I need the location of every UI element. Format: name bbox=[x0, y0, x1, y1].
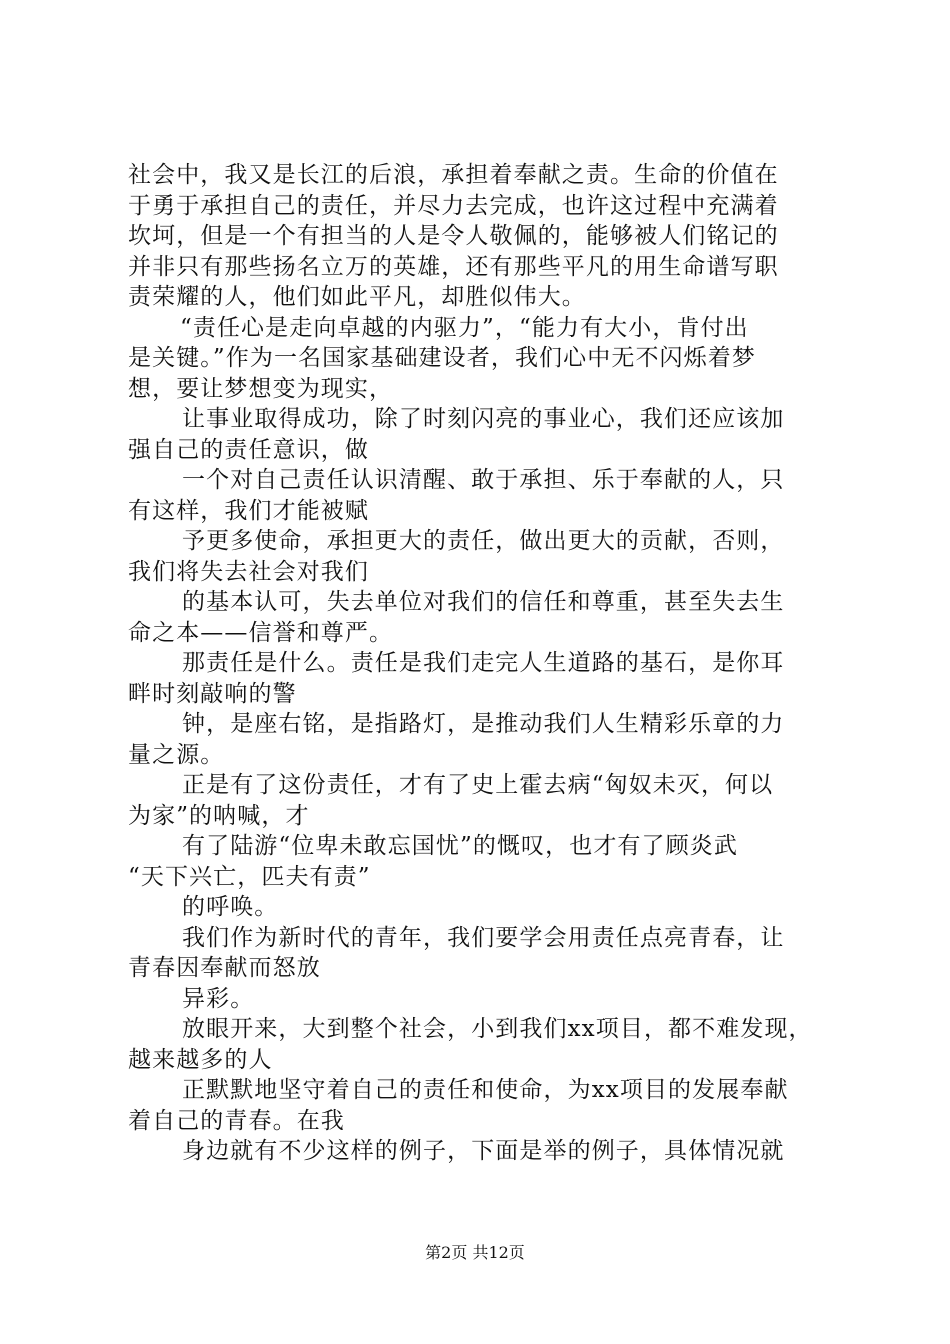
text-line: 有了陆游“位卑未敢忘国忧”的慨叹，也才有了顾炎武 bbox=[182, 833, 738, 859]
text-line: 身边就有不少这样的例子，下面是举的例子，具体情况就 bbox=[182, 1138, 785, 1164]
text-line: 想，要让梦想变为现实， bbox=[128, 375, 394, 402]
text-line: 的呼唤。 bbox=[182, 894, 279, 920]
text-line: 并非只有那些扬名立万的英雄，还有那些平凡的用生命谱写职 bbox=[128, 253, 779, 280]
text-line: 量之源。 bbox=[128, 741, 225, 768]
text-line: 一个对自己责任认识清醒、敢于承担、乐于奉献的人，只 bbox=[182, 467, 785, 493]
text-line: 畔时刻敲响的警 bbox=[128, 680, 297, 707]
text-line: 钟，是座右铭，是指路灯，是推动我们人生精彩乐章的力 bbox=[182, 711, 785, 737]
text-line: 青春因奉献而怒放 bbox=[128, 955, 321, 981]
text-line: 的基本认可，失去单位对我们的信任和尊重，甚至失去生 bbox=[182, 589, 785, 615]
text-line: 正是有了这份责任，才有了史上霍去病“匈奴未灭，何以 bbox=[182, 772, 774, 798]
text-line: 强自己的责任意识，做 bbox=[128, 436, 369, 463]
document-body bbox=[128, 160, 828, 1167]
text-line: 命之本——信誉和尊严。 bbox=[128, 619, 394, 646]
text-line: 予更多使命，承担更大的责任，做出更大的贡献，否则， bbox=[182, 528, 785, 554]
text-line: 异彩。 bbox=[182, 985, 255, 1012]
text-line: 让事业取得成功，除了时刻闪亮的事业心，我们还应该加 bbox=[182, 406, 785, 432]
text-line: 放眼开来，大到整个社会，小到我们xx项目，都不难发现， bbox=[182, 1016, 813, 1042]
text-line: 坎坷，但是一个有担当的人是令人敬佩的，能够被人们铭记的 bbox=[128, 223, 779, 249]
text-line: 责荣耀的人，他们如此平凡，却胜似伟大。 bbox=[128, 284, 586, 310]
text-line: 正默默地坚守着自己的责任和使命，为xx项目的发展奉献 bbox=[182, 1077, 789, 1103]
text-line: 我们将失去社会对我们 bbox=[128, 558, 369, 585]
text-line: 为家”的呐喊，才 bbox=[128, 802, 310, 829]
page-number-footer: 第2页 共12页 bbox=[425, 1243, 525, 1262]
text-line: 着自己的青春。在我 bbox=[128, 1107, 345, 1134]
text-line: 是关键。”作为一名国家基础建设者，我们心中无不闪烁着梦 bbox=[128, 345, 756, 371]
text-line: 我们作为新时代的青年，我们要学会用责任点亮青春，让 bbox=[182, 924, 785, 951]
text-line: 社会中，我又是长江的后浪，承担着奉献之责。生命的价值在 bbox=[128, 162, 779, 188]
text-line: 有这样，我们才能被赋 bbox=[128, 497, 369, 524]
text-line: 于勇于承担自己的责任，并尽力去完成，也许这过程中充满着 bbox=[128, 192, 779, 219]
text-line: 越来越多的人 bbox=[128, 1046, 273, 1073]
text-line: “天下兴亡，匹夫有责” bbox=[128, 863, 371, 890]
text-line: 那责任是什么。责任是我们走完人生道路的基石，是你耳 bbox=[182, 650, 785, 676]
text-line: “责任心是走向卓越的内驱力”，“能力有大小，肯付出 bbox=[180, 314, 749, 341]
